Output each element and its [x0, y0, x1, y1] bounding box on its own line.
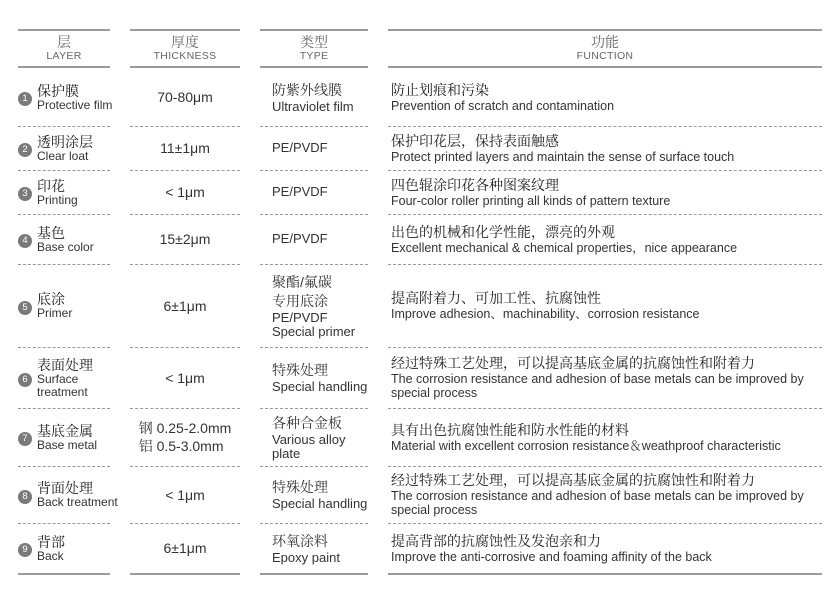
thickness-value: 11±1μm [160, 140, 210, 156]
thickness-cell [130, 264, 240, 347]
header-rule-function [388, 29, 822, 31]
layer-text [37, 134, 93, 163]
thickness-value: < 1μm [165, 369, 205, 386]
function-en: The corrosion resistance and adhesion of base metals can be improved by special process [391, 489, 804, 517]
type-lines [272, 532, 340, 565]
function-en: Improve the anti-corrosive and foaming affinity of the back [391, 549, 712, 564]
layer-name-zh: 底涂 [37, 291, 65, 307]
type-name-en: Epoxy paint [272, 549, 340, 565]
layer-name-zh: 表面处理 [37, 356, 93, 373]
header-rule-layer [18, 29, 110, 31]
function-text [391, 472, 819, 517]
type-cell [272, 466, 372, 523]
function-en: Prevention of scratch and contamination [391, 98, 615, 113]
function-cell [391, 68, 819, 126]
function-zh: 四色辊涂印花各种图案纹理 [391, 176, 559, 193]
thickness-value: 15±2μm [159, 231, 211, 247]
thickness-line: 铝 0.5-3.0mm [138, 438, 224, 454]
type-name-zh: 特殊处理 [272, 479, 328, 495]
layer-name-en: Base metal [37, 437, 98, 452]
layer-name-en: Printing [37, 192, 78, 207]
layer-name-zh: 保护膜 [37, 82, 79, 99]
function-text [391, 290, 699, 321]
function-zh: 经过特殊工艺处理，可以提高基底金属的抗腐蚀性和附着力 [391, 472, 755, 488]
function-en: The corrosion resistance and adhesion of base metals can be improved by special process [391, 372, 804, 400]
function-text [391, 355, 819, 400]
table-bottom-rule [260, 573, 368, 575]
layer-number-badge: 1 [18, 92, 32, 106]
function-zh: 防止划痕和污染 [391, 81, 489, 98]
type-name-zh: 聚酯/氟碳 [272, 273, 332, 290]
thickness-value: 6±1μm [163, 540, 207, 556]
thickness-value: 6±1μm [163, 297, 207, 314]
layer-cell [18, 170, 118, 214]
layer-name-zh: 基底金属 [37, 422, 93, 439]
function-text [391, 133, 734, 164]
function-cell [391, 466, 819, 523]
type-name-en: Special handling [272, 379, 368, 394]
function-zh: 提高附着力、可加工性、抗腐蚀性 [391, 290, 601, 306]
layer-text [37, 423, 97, 452]
type-lines [272, 478, 367, 511]
function-cell [391, 347, 819, 408]
layer-cell [18, 347, 118, 408]
function-cell [391, 126, 819, 170]
thickness-line: 钢 0.25-2.0mm [138, 420, 232, 436]
layer-text [37, 225, 94, 254]
function-zh: 提高背部的抗腐蚀性及发泡亲和力 [391, 532, 601, 549]
thickness-cell [130, 68, 240, 126]
thickness-cell [130, 466, 240, 523]
thickness-cell [130, 214, 240, 264]
layer-cell [18, 523, 118, 573]
layer-text [37, 83, 112, 112]
type-lines [272, 361, 367, 394]
type-name-en: Special primer [272, 323, 356, 339]
type-name-zh: 各种合金板 [272, 414, 342, 431]
layer-text [37, 178, 78, 207]
function-en: Material with excellent corrosion resistance＆weathproof characteristic [391, 438, 781, 453]
layer-number-badge: 7 [18, 432, 32, 446]
header-thickness-zh: 厚度 [171, 34, 199, 50]
layer-text [37, 480, 118, 509]
layer-name-zh: 基色 [37, 224, 65, 241]
header-thickness [130, 34, 240, 62]
function-text [391, 224, 737, 255]
layer-number-badge: 5 [18, 301, 32, 315]
type-name-en: PE/PVDF [272, 309, 328, 325]
thickness-cell [130, 170, 240, 214]
layer-number-badge: 3 [18, 187, 32, 201]
function-en: Excellent mechanical & chemical properties，nice appearance [391, 240, 738, 255]
layer-name-en: Back [37, 548, 64, 563]
type-cell [272, 408, 372, 466]
layer-name-en: Base color [37, 239, 94, 254]
layer-name-zh: 背部 [37, 533, 65, 550]
type-cell [272, 214, 372, 264]
layer-name-en: Primer [37, 306, 73, 320]
type-cell [272, 68, 372, 126]
function-en: Four-color roller printing all kinds of pattern texture [391, 193, 671, 208]
function-cell [391, 264, 819, 347]
type-name-en: Special handling [272, 496, 368, 511]
layer-number-badge: 8 [18, 490, 32, 504]
layer-name-zh: 背面处理 [37, 480, 93, 496]
layer-cell [18, 264, 118, 347]
header-function [388, 34, 822, 62]
type-name-zh: 环氧涂料 [272, 532, 328, 549]
layer-number-badge: 6 [18, 373, 32, 387]
type-name-en: PE/PVDF [272, 184, 328, 199]
layer-cell [18, 68, 118, 126]
layer-name-en: Back treatment [37, 495, 118, 509]
layer-number-badge: 4 [18, 234, 32, 248]
function-text [391, 82, 614, 113]
table-bottom-rule [388, 573, 822, 575]
function-zh: 出色的机械和化学性能，漂亮的外观 [391, 223, 615, 240]
layer-name-en: Protective film [37, 97, 113, 112]
layer-text [37, 357, 118, 399]
thickness-cell [130, 408, 240, 466]
type-lines [272, 273, 355, 339]
thickness-value: < 1μm [165, 486, 205, 503]
type-lines [272, 141, 328, 155]
layer-number-badge: 2 [18, 143, 32, 157]
layer-cell [18, 408, 118, 466]
table-bottom-rule [130, 573, 240, 575]
function-cell [391, 214, 819, 264]
type-cell [272, 347, 372, 408]
layer-cell [18, 214, 118, 264]
header-layer-zh: 层 [57, 34, 71, 50]
thickness-value: < 1μm [165, 184, 205, 200]
type-lines [272, 232, 328, 246]
type-name-en: Various alloy plate [272, 431, 346, 461]
layer-text [37, 534, 65, 563]
layer-name-zh: 印花 [37, 177, 65, 194]
type-lines [272, 81, 354, 114]
layer-number-badge: 9 [18, 543, 32, 557]
header-thickness-en: THICKNESS [153, 50, 217, 62]
header-function-en: FUNCTION [576, 50, 634, 62]
function-text [391, 422, 781, 453]
function-zh: 经过特殊工艺处理，可以提高基底金属的抗腐蚀性和附着力 [391, 355, 755, 371]
header-type-zh: 类型 [300, 34, 328, 50]
layer-name-en: Clear loat [37, 148, 89, 163]
table-bottom-rule [18, 573, 110, 575]
header-type [260, 34, 368, 62]
header-type-en: TYPE [299, 50, 329, 62]
type-cell [272, 170, 372, 214]
type-name-zh: 特殊处理 [272, 362, 328, 378]
thickness-lines [139, 419, 232, 455]
layer-cell [18, 126, 118, 170]
header-rule-thickness [130, 29, 240, 31]
type-cell [272, 126, 372, 170]
type-name-en: Ultraviolet film [272, 98, 354, 114]
function-cell [391, 523, 819, 573]
function-zh: 保护印花层，保持表面触感 [391, 132, 559, 149]
function-cell [391, 408, 819, 466]
layer-text [37, 291, 72, 320]
thickness-cell [130, 126, 240, 170]
header-rule-type [260, 29, 368, 31]
header-layer [18, 34, 110, 62]
layer-cell [18, 466, 118, 523]
type-lines [272, 185, 328, 199]
header-function-zh: 功能 [591, 34, 619, 50]
function-en: Improve adhesion、machinability、corrosion resistance [391, 307, 700, 321]
header-layer-en: LAYER [46, 50, 82, 62]
function-text [391, 177, 670, 208]
type-cell [272, 523, 372, 573]
thickness-cell [130, 523, 240, 573]
function-zh: 具有出色抗腐蚀性能和防水性能的材料 [391, 421, 629, 438]
function-cell [391, 170, 819, 214]
function-en: Protect printed layers and maintain the sense of surface touch [391, 149, 735, 164]
type-cell [272, 264, 372, 347]
type-name-en: PE/PVDF [272, 231, 328, 246]
thickness-value: 70-80μm [157, 89, 213, 105]
layer-name-zh: 透明涂层 [37, 133, 93, 150]
thickness-cell [130, 347, 240, 408]
type-name-zh: 专用底涂 [272, 292, 328, 309]
type-name-zh: 防紫外线膜 [272, 81, 342, 98]
function-text [391, 533, 712, 564]
type-name-en: PE/PVDF [272, 140, 328, 155]
layer-name-en: Surface treatment [37, 371, 88, 399]
type-lines [272, 414, 372, 461]
